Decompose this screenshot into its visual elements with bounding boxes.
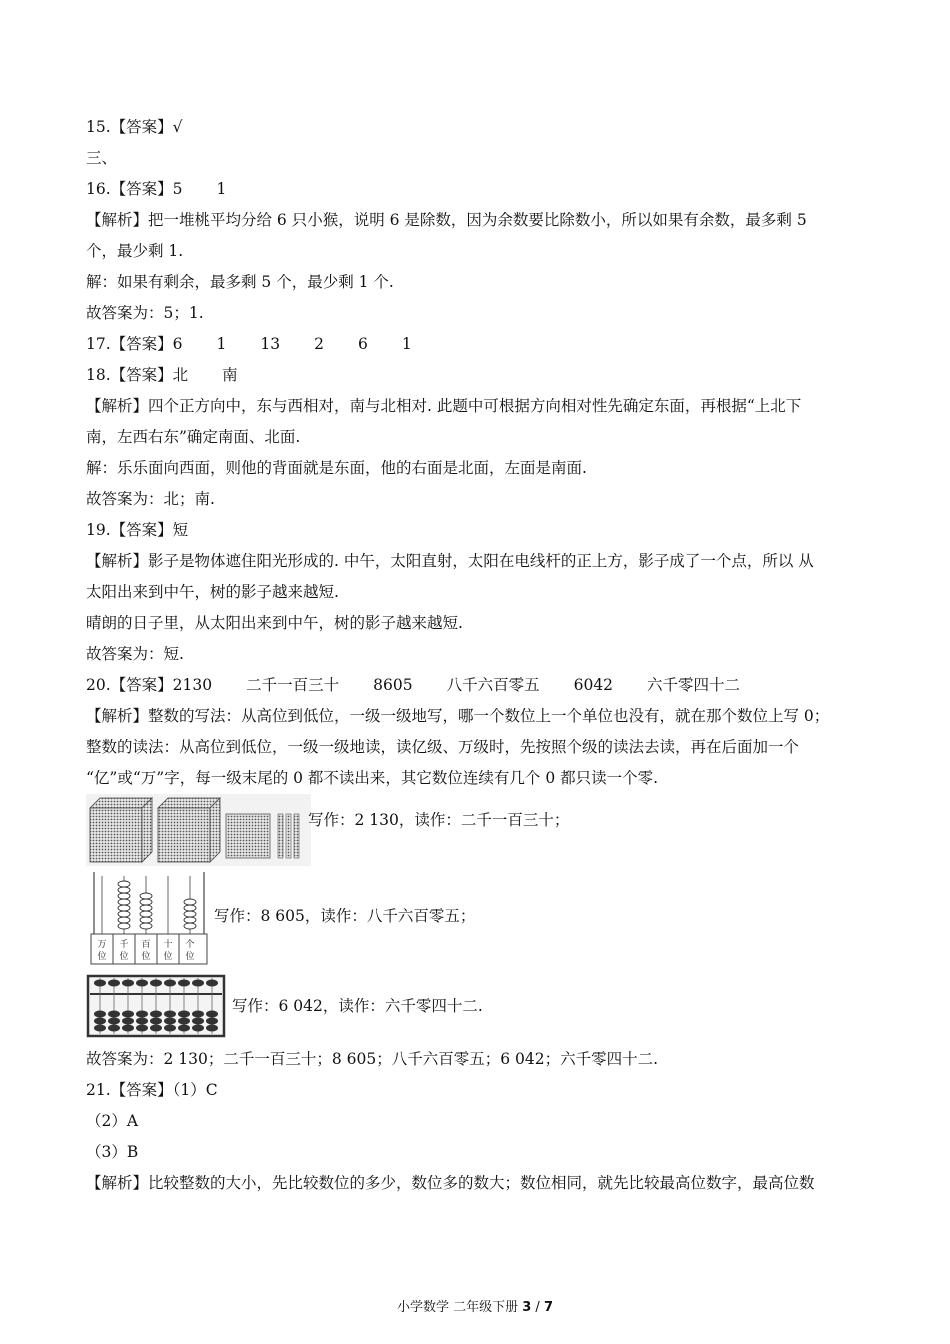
figure-2-caption: 写作：8 605，读作：八千六百零五； xyxy=(214,907,476,925)
answer-21-3: （3）B xyxy=(86,1143,139,1161)
answer-17: 17.【答案】6 1 13 2 6 1 xyxy=(86,335,412,353)
figure-3-caption: 写作：6 042，读作：六千零四十二. xyxy=(232,997,483,1015)
conclusion-16: 故答案为：5；1. xyxy=(86,304,204,322)
base-ten-blocks-image xyxy=(86,794,311,866)
place-label-wan: 万位 xyxy=(97,940,107,962)
analysis-20-cont: 整数的读法：从高位到低位，一级一级地读，读亿级、万级时，先按照个级的读法去读，再在后面加一个 xyxy=(86,738,800,756)
figure-1-caption: 写作：2 130，读作：二千一百三十； xyxy=(308,811,570,829)
answer-21-2: （2）A xyxy=(86,1112,139,1130)
place-label-bai: 百位 xyxy=(141,940,151,962)
analysis-18-cont: 南，左西右东”确定南面、北面. xyxy=(86,428,301,446)
section-three: 三、 xyxy=(86,149,118,167)
solution-16: 解：如果有剩余，最多剩 5 个，最少剩 1 个. xyxy=(86,273,394,291)
place-label-qian: 千位 xyxy=(119,940,129,962)
counting-rods-image xyxy=(86,870,210,966)
figure-suanpan-row xyxy=(86,974,876,1044)
answer-20: 20.【答案】2130 二千一百三十 8605 八千六百零五 6042 六千零四十二 xyxy=(86,676,741,694)
footer-page-number: 3 xyxy=(522,1300,532,1315)
place-label-ge: 个位 xyxy=(185,940,195,962)
answer-page xyxy=(86,112,876,1199)
place-label-shi: 十位 xyxy=(163,940,173,962)
solution-18: 解：乐乐面向西面，则他的背面就是东面，他的右面是北面，左面是南面. xyxy=(86,459,587,477)
footer-page-total: 7 xyxy=(543,1300,553,1315)
analysis-16: 【解析】把一堆桃平均分给 6 只小猴，说明 6 是除数，因为余数要比除数小，所以如果有余数，最多剩 5 xyxy=(86,211,807,229)
answer-21: 21.【答案】（1）C xyxy=(86,1081,218,1099)
solution-19: 晴朗的日子里，从太阳出来到中午，树的影子越来越短. xyxy=(86,614,463,632)
analysis-19-cont: 太阳出来到中午，树的影子越来越短. xyxy=(86,583,339,601)
conclusion-20: 故答案为：2 130；二千一百三十；8 605；八千六百零五；6 042；六千零四十二. xyxy=(86,1050,659,1068)
figure-blocks-row xyxy=(86,794,876,870)
analysis-19: 【解析】影子是物体遮住阳光形成的. 中午，太阳直射，太阳在电线杆的正上方，影子成了一个点，所以 从 xyxy=(86,552,814,570)
figure-abacus-row xyxy=(86,870,876,974)
analysis-20: 【解析】整数的写法：从高位到低位，一级一级地写，哪一个数位上一个单位也没有，就在那个数位上写 0； xyxy=(86,707,830,725)
analysis-20-cont2: “亿”或“万”字，每一级末尾的 0 都不读出来，其它数位连续有几个 0 都只读一个零. xyxy=(86,769,659,787)
abacus-image xyxy=(86,974,226,1038)
footer-subject: 小学数学 二年级下册 xyxy=(396,1300,523,1315)
analysis-21: 【解析】比较整数的大小，先比较数位的多少，数位多的数大；数位相同，就先比较最高位数字，最高位数 xyxy=(86,1174,815,1192)
answer-15: 15.【答案】√ xyxy=(86,118,183,136)
answer-18: 18.【答案】北 南 xyxy=(86,366,238,384)
conclusion-18: 故答案为：北；南. xyxy=(86,490,215,508)
analysis-16-cont: 个，最少剩 1. xyxy=(86,242,184,260)
conclusion-19: 故答案为：短. xyxy=(86,645,184,663)
page-footer xyxy=(0,1296,950,1315)
analysis-18: 【解析】四个正方向中，东与西相对，南与北相对. 此题中可根据方向相对性先确定东面，再根据“上北下 xyxy=(86,397,802,415)
answer-19: 19.【答案】短 xyxy=(86,521,189,539)
answer-16: 16.【答案】5 1 xyxy=(86,180,227,198)
footer-separator: / xyxy=(531,1300,544,1315)
